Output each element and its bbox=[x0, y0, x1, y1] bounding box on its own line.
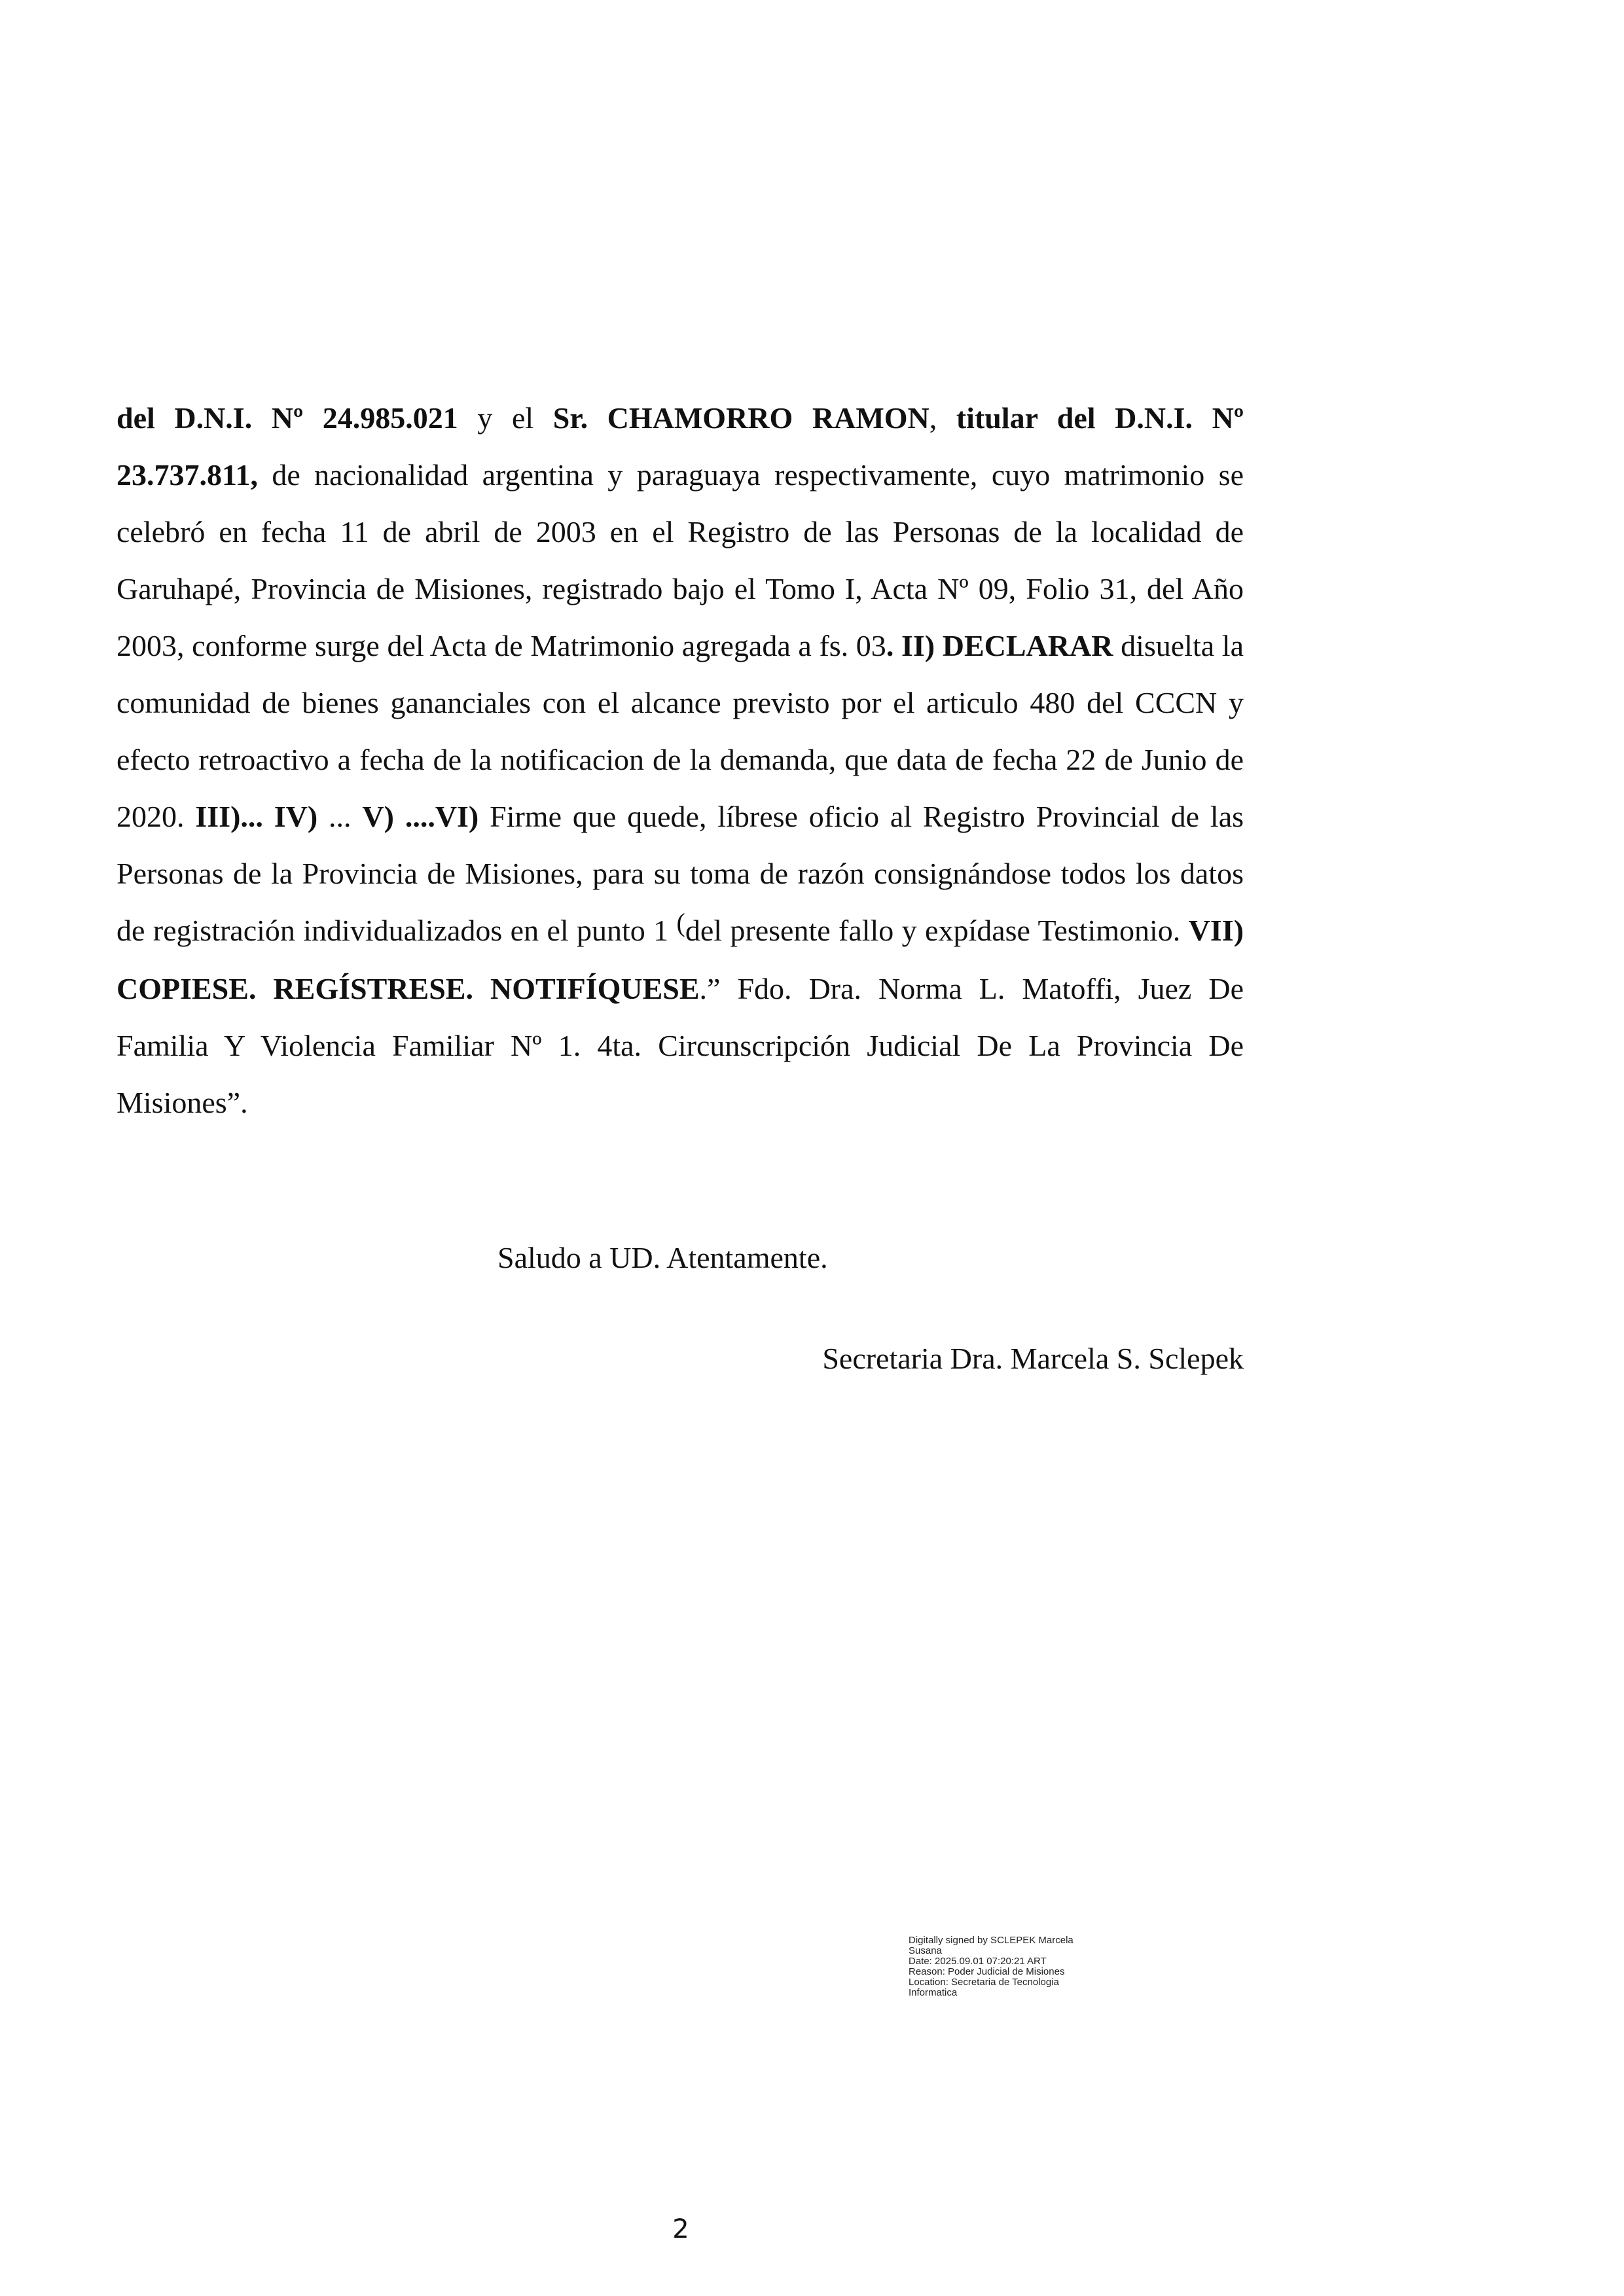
text-bold: titular del D.N.I. Nº 23.737.811, bbox=[117, 401, 1244, 492]
text-bold: IV) bbox=[274, 800, 318, 833]
digital-signature-stamp bbox=[909, 1935, 1118, 1998]
text-normal: de nacionalidad argentina y paraguaya respectivamente, cuyo matrimonio se celebró en fecha 11 de abril de 2003 en el Registro de las Personas de la localidad de Garuhapé, Provincia de Misiones, registrado bajo el Tomo I, Acta Nº 09, Folio 31, del Año 2003, conforme surge del Acta de Matrimonio agregada a fs. 03 bbox=[117, 458, 1244, 662]
text-normal: del presente fallo y expídase Testimonio. bbox=[685, 914, 1189, 947]
text-bold: VII) COPIESE. REGÍSTRESE. NOTIFÍQUESE bbox=[117, 914, 1244, 1005]
body-paragraph bbox=[117, 389, 1244, 1131]
digital-signature-line: Location: Secretaria de Tecnologia bbox=[909, 1977, 1059, 1988]
text-bold: Sr. CHAMORRO RAMON bbox=[552, 401, 929, 435]
text-normal: , bbox=[929, 401, 956, 435]
text-bold: . II) DECLARAR bbox=[886, 629, 1113, 662]
text-bold: V) ....VI) bbox=[362, 800, 479, 833]
closing-salutation: Saludo a UD. Atentamente. bbox=[497, 1241, 828, 1274]
digital-signature-line: Digitally signed by SCLEPEK Marcela bbox=[909, 1935, 1074, 1946]
text-normal: ... bbox=[317, 800, 363, 833]
text-bold: III)... bbox=[195, 800, 263, 833]
digital-signature-line: Date: 2025.09.01 07:20:21 ART bbox=[909, 1956, 1047, 1967]
text-normal: .” Fdo. Dra. Norma L. Matoffi, Juez De Familia Y Violencia Familiar Nº 1. 4ta. Circunscripción Judicial De La Provincia De Misiones”. bbox=[117, 972, 1244, 1119]
superscript-parenthesis: ( bbox=[676, 908, 685, 937]
text-normal bbox=[263, 800, 274, 833]
text-normal: y el bbox=[458, 401, 553, 435]
text-normal: Firme que quede, líbrese oficio al Registro Provincial de las Personas de la Provincia de Misiones, para su toma de razón consignándose todos los datos de registración individualizados en el punto 1 bbox=[117, 800, 1244, 947]
text-normal: disuelta la comunidad de bienes gananciales con el alcance previsto por el articulo 480 del CCCN y efecto retroactivo a fecha de la notificacion de la demanda, que data de fecha 22 de Junio de 2020. bbox=[117, 629, 1244, 833]
text-bold: del D.N.I. Nº 24.985.021 bbox=[117, 401, 458, 435]
digital-signature-line: Susana bbox=[909, 1945, 942, 1956]
digital-signature-line: Informatica bbox=[909, 1987, 958, 1998]
signature-line: Secretaria Dra. Marcela S. Sclepek bbox=[822, 1342, 1244, 1375]
page-number: 2 bbox=[672, 2214, 689, 2244]
digital-signature-line: Reason: Poder Judicial de Misiones bbox=[909, 1966, 1065, 1977]
